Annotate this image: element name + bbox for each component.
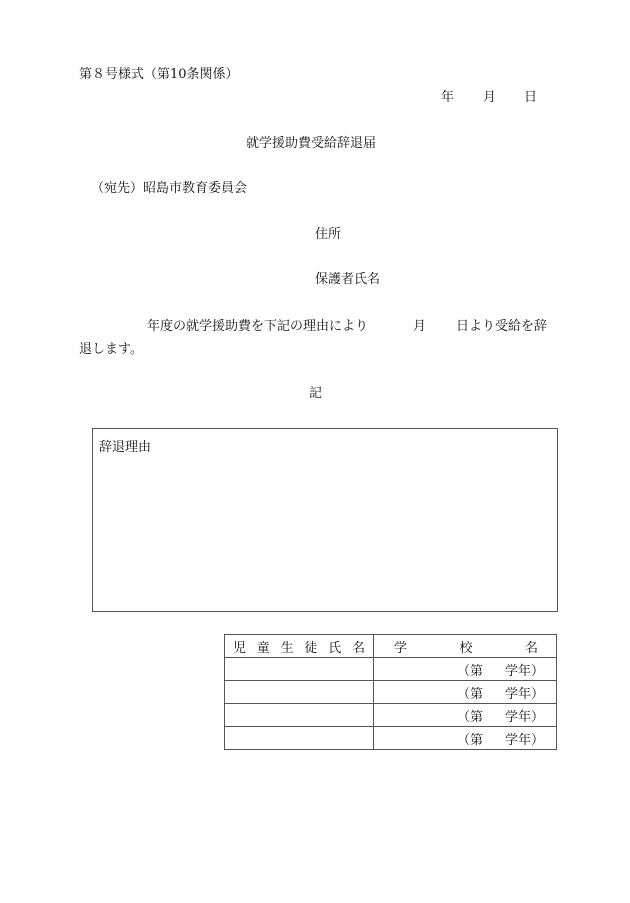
body-text-line2: 退します。 bbox=[79, 342, 143, 357]
table-header-row bbox=[225, 635, 557, 658]
grade-open: （第 bbox=[456, 663, 483, 679]
date-month-label: 月 bbox=[483, 90, 497, 105]
school-grade-cell[interactable] bbox=[374, 727, 557, 750]
grade-open: （第 bbox=[456, 686, 483, 702]
header-school-char: 学 bbox=[394, 640, 408, 656]
date-day-label: 日 bbox=[524, 90, 538, 105]
table-row bbox=[225, 658, 557, 681]
form-number: 第８号様式（第10条関係） bbox=[79, 67, 239, 82]
grade-close: 学年） bbox=[504, 663, 544, 679]
table-row bbox=[225, 681, 557, 704]
student-name-cell[interactable] bbox=[225, 727, 374, 750]
school-grade-cell[interactable] bbox=[374, 704, 557, 727]
header-name-char: 氏 bbox=[328, 640, 342, 656]
document-title: 就学援助費受給辞退届 bbox=[246, 136, 377, 151]
table-row bbox=[225, 727, 557, 750]
grade-open: （第 bbox=[456, 732, 483, 748]
student-name-cell[interactable] bbox=[225, 681, 374, 704]
header-name-char: 童 bbox=[256, 640, 270, 656]
grade-close: 学年） bbox=[504, 709, 544, 725]
ki-heading: 記 bbox=[309, 386, 323, 401]
body-text-day: 日より受給を辞 bbox=[456, 319, 548, 334]
header-name-char: 児 bbox=[233, 640, 247, 656]
address-label: 住所 bbox=[315, 227, 342, 242]
student-table bbox=[224, 634, 557, 750]
header-name-char: 生 bbox=[280, 640, 294, 656]
header-school-name bbox=[374, 635, 557, 658]
header-student-name bbox=[225, 635, 374, 658]
body-text-fiscal-year: 年度の就学援助費を下記の理由により bbox=[147, 319, 369, 334]
school-grade-cell[interactable] bbox=[374, 658, 557, 681]
reason-label: 辞退理由 bbox=[99, 440, 152, 455]
addressee: （宛先）昭島市教育委員会 bbox=[91, 181, 248, 196]
grade-close: 学年） bbox=[504, 732, 544, 748]
table-row bbox=[225, 704, 557, 727]
grade-close: 学年） bbox=[504, 686, 544, 702]
grade-open: （第 bbox=[456, 709, 483, 725]
header-school-char: 校 bbox=[459, 640, 473, 656]
header-school-char: 名 bbox=[524, 640, 538, 656]
student-name-cell[interactable] bbox=[225, 704, 374, 727]
reason-box[interactable] bbox=[92, 428, 558, 612]
header-name-char: 名 bbox=[351, 640, 365, 656]
body-text-month: 月 bbox=[413, 319, 427, 334]
student-name-cell[interactable] bbox=[225, 658, 374, 681]
guardian-name-label: 保護者氏名 bbox=[315, 272, 381, 287]
header-name-char: 徒 bbox=[304, 640, 318, 656]
date-year-label: 年 bbox=[441, 90, 455, 105]
school-grade-cell[interactable] bbox=[374, 681, 557, 704]
